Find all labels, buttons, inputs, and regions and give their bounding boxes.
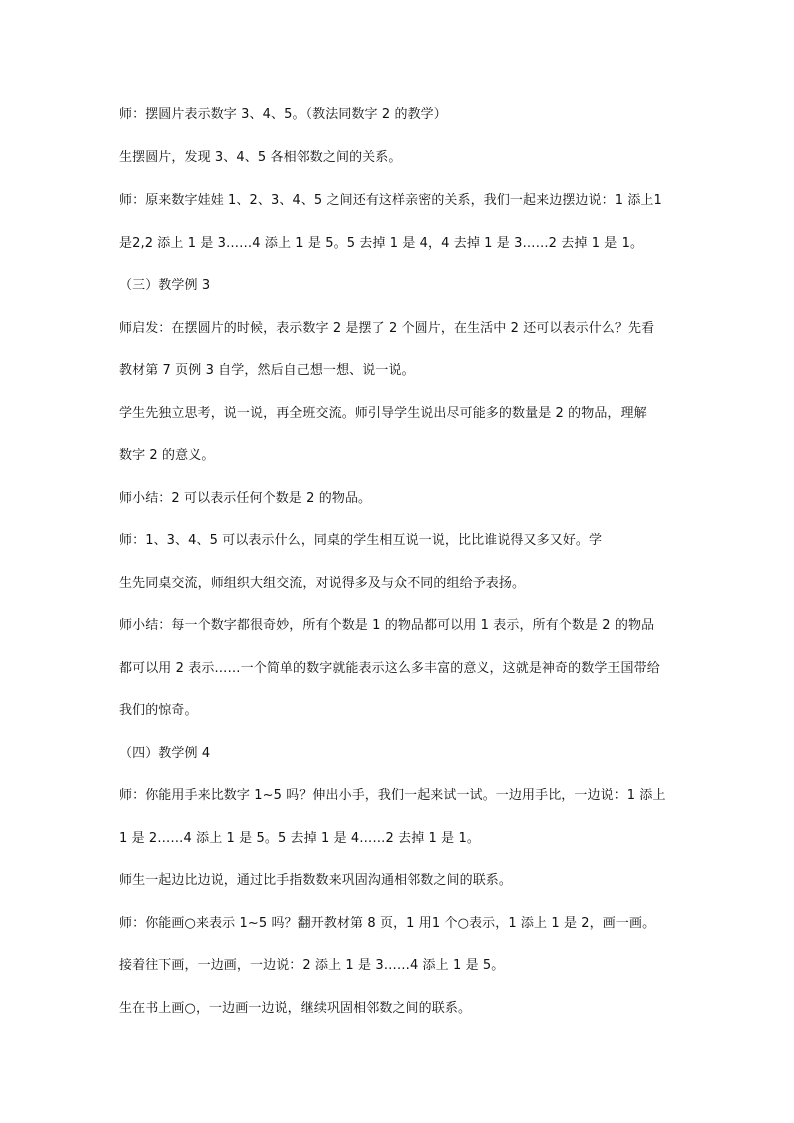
text-line-22: 生在书上画○，一边画一边说，继续巩固相邻数之间的联系。 <box>119 1001 472 1016</box>
section-heading-3: （三）教学例 3 <box>119 278 211 293</box>
text-line-6: 师启发：在摆圆片的时候，表示数字 2 是摆了 2 个圆片，在生活中 2 还可以表示什么？先看 <box>119 321 655 336</box>
text-line-17: 师：你能用手来比数字 1~5 吗？伸出小手，我们一起来试一试。一边用手比，一边说：1 添上 <box>119 788 666 803</box>
text-line-21: 接着往下画，一边画，一边说：2 添上 1 是 3……4 添上 1 是 5。 <box>119 958 505 973</box>
text-line-1: 师：摆圆片表示数字 3、4、5。（教法同数字 2 的教学） <box>119 107 447 122</box>
text-line-13: 师小结：每一个数字都很奇妙，所有个数是 1 的物品都可以用 1 表示，所有个数是 2 的物品 <box>119 618 655 633</box>
text-line-14: 都可以用 2 表示……一个简单的数字就能表示这么多丰富的意义，这就是神奇的数学王国带给 <box>119 661 660 676</box>
text-line-4: 是2,2 添上 1 是 3……4 添上 1 是 5。5 去掉 1 是 4，4 去掉 1 是 3……2 去掉 1 是 1。 <box>119 236 644 251</box>
text-line-8: 学生先独立思考，说一说，再全班交流。师引导学生说出尽可能多的数量是 2 的物品，理解 <box>119 406 647 421</box>
text-line-12: 生先同桌交流，师组织大组交流，对说得多及与众不同的组给予表扬。 <box>119 576 526 591</box>
text-line-19: 师生一起边比边说，通过比手指数数来巩固沟通相邻数之间的联系。 <box>119 873 513 888</box>
text-line-10: 师小结：2 可以表示任何个数是 2 的物品。 <box>119 491 372 506</box>
text-line-18: 1 是 2……4 添上 1 是 5。5 去掉 1 是 4……2 去掉 1 是 1。 <box>119 831 480 846</box>
text-line-15: 我们的惊奇。 <box>119 703 198 718</box>
text-line-3: 师：原来数字娃娃 1、2、3、4、5 之间还有这样亲密的关系，我们一起来边摆边说：1 添上1 <box>119 193 662 208</box>
text-line-7: 教材第 7 页例 3 自学，然后自己想一想、说一说。 <box>119 363 415 378</box>
text-line-9: 数字 2 的意义。 <box>119 448 215 463</box>
text-line-20: 师：你能画○来表示 1~5 吗？翻开教材第 8 页，1 用1 个○表示，1 添上 1 是 2，画一画。 <box>119 916 656 931</box>
section-heading-4: （四）教学例 4 <box>119 746 211 761</box>
text-line-2: 生摆圆片，发现 3、4、5 各相邻数之间的关系。 <box>119 150 402 165</box>
text-line-11: 师：1、3、4、5 可以表示什么，同桌的学生相互说一说，比比谁说得又多又好。学 <box>119 533 603 548</box>
